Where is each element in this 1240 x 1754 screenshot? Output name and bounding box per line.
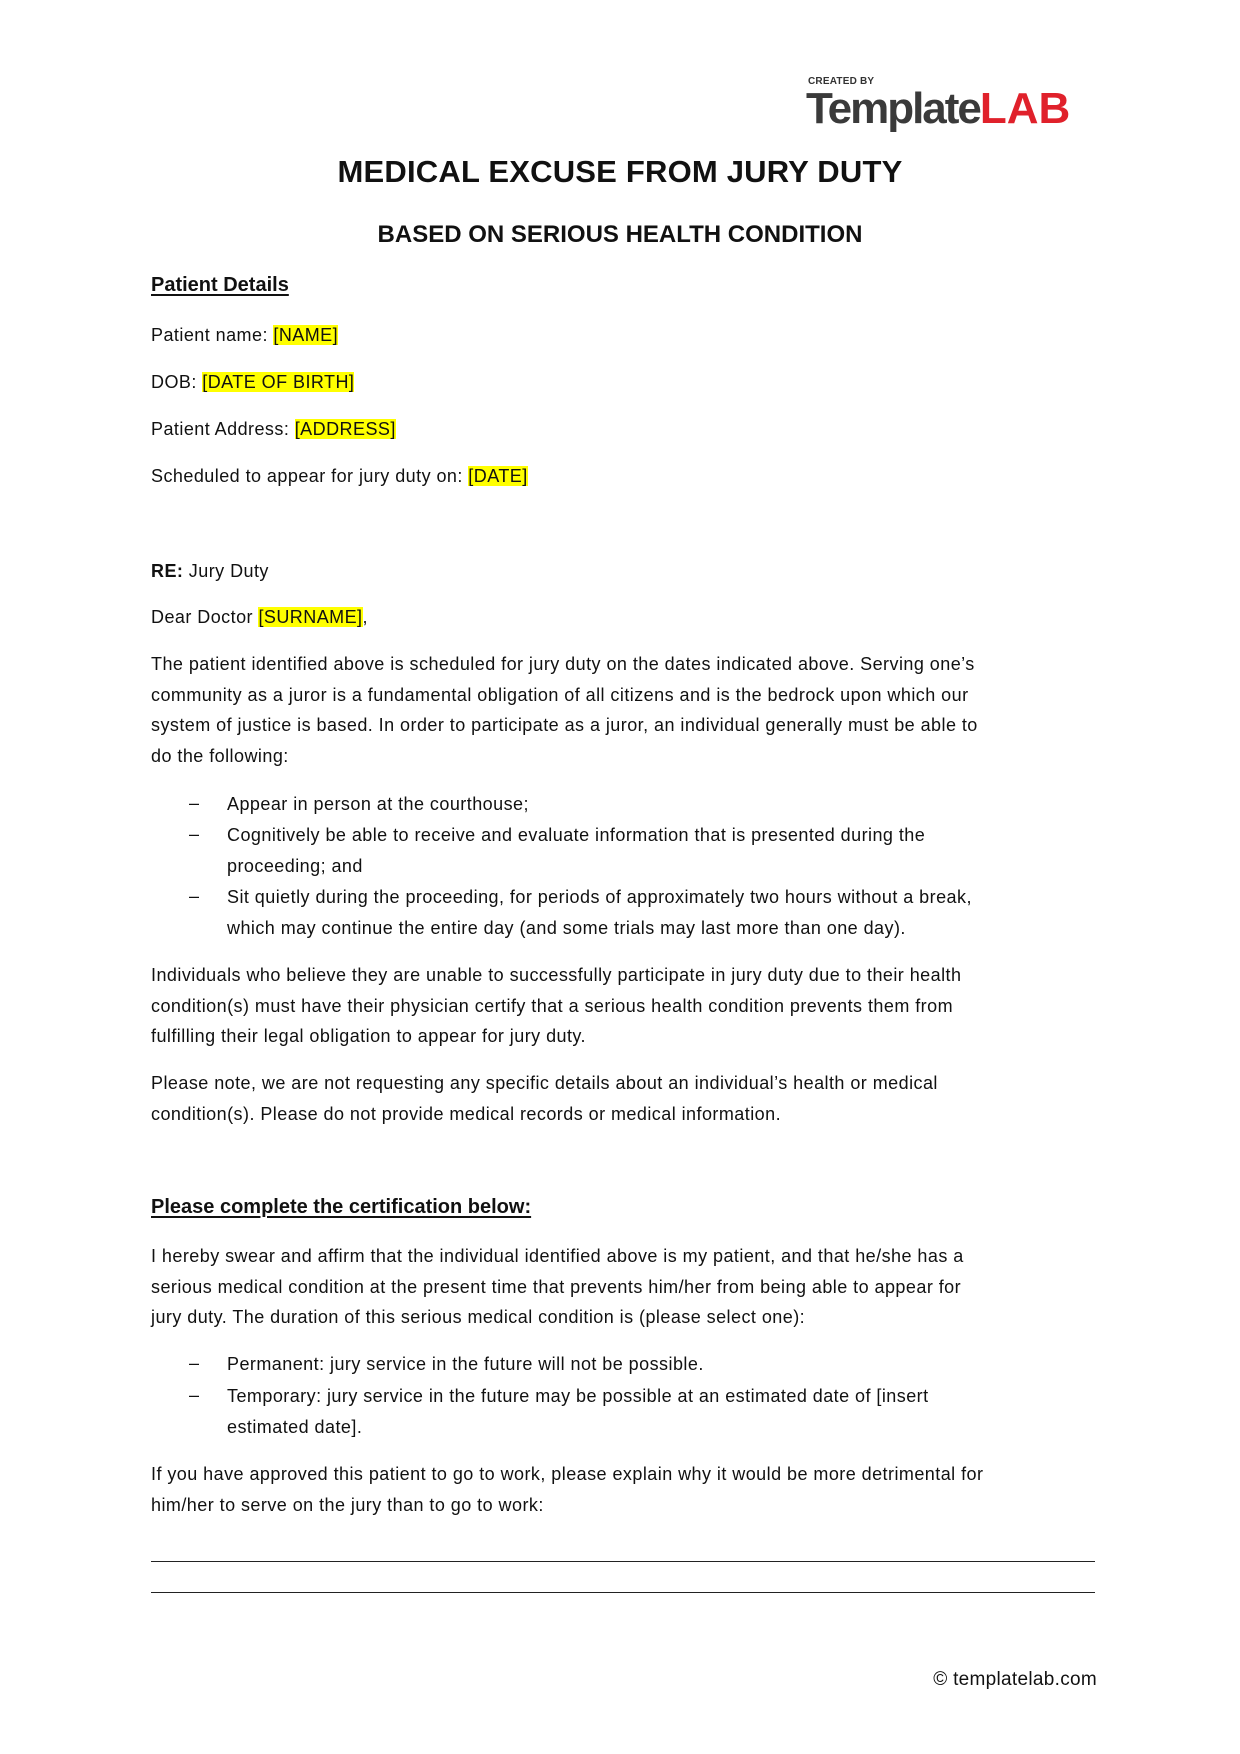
text-line: Permanent: jury service in the future will not be possible.: [227, 1354, 704, 1374]
answer-line-1[interactable]: [151, 1561, 1095, 1562]
text-line: system of justice is based. In order to participate as a juror, an individual generally must be able to: [151, 715, 978, 736]
text-line: proceeding; and: [227, 855, 363, 876]
address-field[interactable]: [ADDRESS]: [294, 419, 396, 439]
paragraph-certify: [151, 960, 961, 1052]
re-value: Jury Duty: [183, 561, 269, 581]
option-permanent[interactable]: [227, 1349, 704, 1380]
bullet-dash: –: [189, 793, 200, 813]
logo-wordmark: [806, 84, 1070, 134]
text-line: which may continue the entire day (and some trials may last more than one day).: [227, 917, 906, 938]
text-line: him/her to serve on the jury than to go to work:: [151, 1494, 544, 1515]
paragraph-affirm: [151, 1241, 964, 1333]
document-subtitle: BASED ON SERIOUS HEALTH CONDITION: [377, 221, 863, 248]
jury-date-line: [151, 461, 528, 492]
bullet-dash: –: [189, 824, 200, 844]
paragraph-note: [151, 1068, 938, 1129]
text-line: Sit quietly during the proceeding, for periods of approximately two hours without a break,: [227, 887, 972, 907]
text-line: The patient identified above is scheduled for jury duty on the dates indicated above. Serving one’s: [151, 654, 975, 674]
certification-heading: Please complete the certification below:: [151, 1196, 532, 1218]
text-line: Appear in person at the courthouse;: [227, 794, 529, 814]
bullet-dash: –: [189, 886, 200, 906]
re-line: [151, 556, 269, 587]
logo-brand-accent: LAB: [979, 84, 1071, 133]
text-line: do the following:: [151, 745, 289, 766]
templatelab-logo: [806, 74, 1096, 134]
paragraph-work: [151, 1459, 983, 1520]
re-label: RE:: [151, 561, 184, 581]
bullet-dash: –: [189, 1385, 200, 1405]
jury-date-label: Scheduled to appear for jury duty on:: [151, 466, 469, 486]
logo-brand-main: Template: [806, 84, 980, 133]
patient-name-label: Patient name:: [151, 325, 274, 345]
option-temporary[interactable]: [227, 1381, 929, 1442]
text-line: I hereby swear and affirm that the individual identified above is my patient, and that he/she has a: [151, 1246, 964, 1266]
bullet-dash: –: [189, 1353, 200, 1373]
salutation-prefix: Dear Doctor: [151, 607, 259, 627]
text-line: serious medical condition at the present time that prevents him/her from being able to appear for: [151, 1276, 962, 1297]
logo-created-by: CREATED BY: [808, 76, 875, 87]
jury-date-field[interactable]: [DATE]: [468, 466, 528, 486]
dob-field[interactable]: [DATE OF BIRTH]: [202, 372, 355, 392]
bullet-item: [227, 789, 529, 820]
surname-field[interactable]: [SURNAME]: [258, 607, 363, 627]
document-title: MEDICAL EXCUSE FROM JURY DUTY: [337, 154, 903, 189]
bullet-item: [227, 882, 972, 943]
address-label: Patient Address:: [151, 419, 295, 439]
salutation: [151, 602, 368, 633]
paragraph-intro: [151, 649, 978, 771]
text-line: jury duty. The duration of this serious medical condition is (please select one):: [151, 1307, 806, 1328]
text-line: fulfilling their legal obligation to appear for jury duty.: [151, 1026, 587, 1047]
salutation-suffix: ,: [362, 607, 368, 627]
patient-name-field[interactable]: [NAME]: [273, 325, 339, 345]
patient-name-line: [151, 320, 338, 351]
address-line: [151, 414, 396, 445]
footer-copyright: © templatelab.com: [933, 1669, 1097, 1690]
text-line: If you have approved this patient to go to work, please explain why it would be more detrimental for: [151, 1464, 984, 1484]
text-line: condition(s) must have their physician certify that a serious health condition prevents them from: [151, 995, 954, 1016]
answer-line-2[interactable]: [151, 1592, 1095, 1593]
patient-details-heading: Patient Details: [151, 274, 289, 296]
text-line: Cognitively be able to receive and evaluate information that is presented during the: [227, 825, 926, 845]
dob-line: [151, 367, 354, 398]
dob-label: DOB:: [151, 372, 203, 392]
text-line: condition(s). Please do not provide medical records or medical information.: [151, 1103, 782, 1124]
bullet-item: [227, 820, 925, 881]
text-line: Please note, we are not requesting any specific details about an individual’s health or medical: [151, 1073, 938, 1093]
text-line: estimated date].: [227, 1416, 363, 1437]
text-line: community as a juror is a fundamental obligation of all citizens and is the bedrock upon which our: [151, 684, 969, 705]
text-line: Temporary: jury service in the future may be possible at an estimated date of [insert: [227, 1386, 929, 1406]
text-line: Individuals who believe they are unable to successfully participate in jury duty due to their health: [151, 965, 962, 985]
